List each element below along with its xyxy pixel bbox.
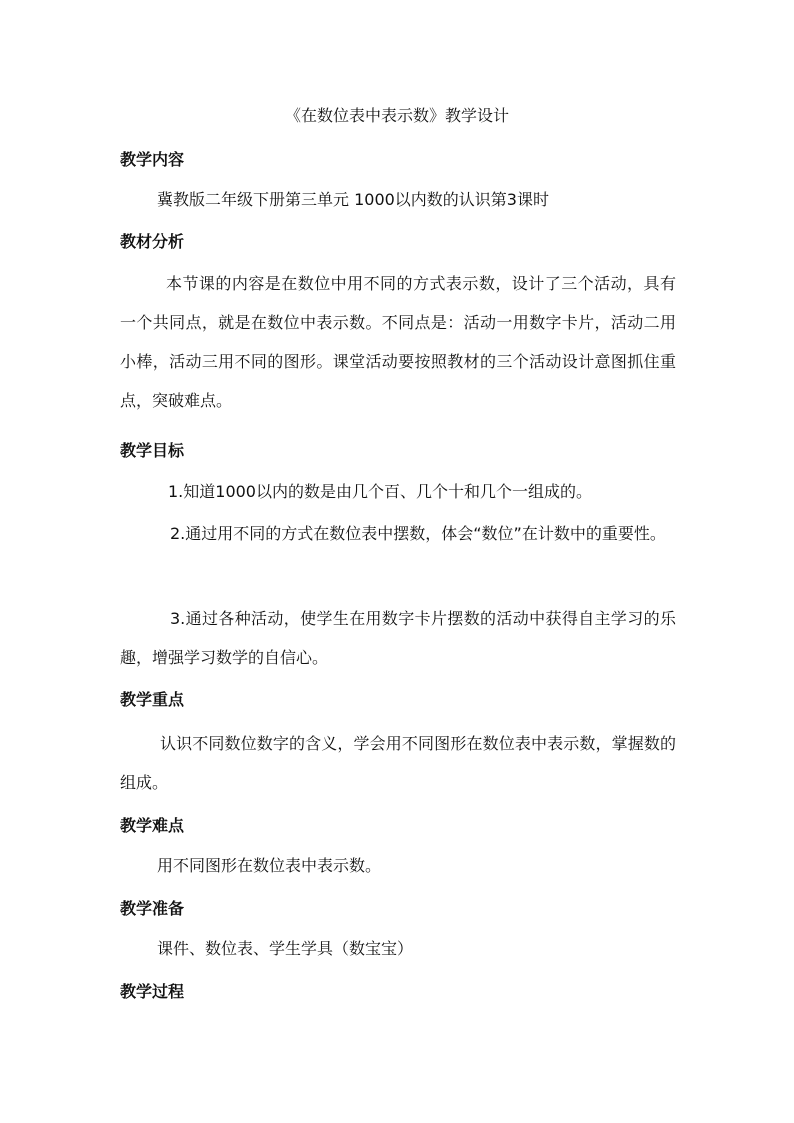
document-title: 《在数位表中表示数》教学设计 (284, 106, 509, 125)
content-paragraph: 冀教版二年级下册第三单元 1000以内数的认识第3课时 (157, 190, 549, 209)
section-heading-preparation: 教学准备 (120, 899, 185, 918)
section-heading-analysis: 教材分析 (120, 232, 185, 251)
goal-item-2: 2.通过用不同的方式在数位表中摆数，体会“数位”在计数中的重要性。 (170, 524, 666, 543)
section-heading-process: 教学过程 (120, 982, 185, 1001)
goal-item-3: 3.通过各种活动，使学生在用数字卡片摆数的活动中获得自主学习的乐趣，增强学习数学的自信心。 (120, 609, 676, 667)
key-points-paragraph: 认识不同数位数字的含义，学会用不同图形在数位表中表示数，掌握数的组成。 (120, 734, 676, 792)
difficulties-paragraph: 用不同图形在数位表中表示数。 (157, 856, 382, 875)
goal-item-1: 1.知道1000以内的数是由几个百、几个十和几个一组成的。 (168, 482, 592, 501)
section-heading-key-points: 教学重点 (120, 690, 185, 709)
section-heading-goals: 教学目标 (120, 441, 185, 460)
section-heading-content: 教学内容 (120, 150, 185, 169)
analysis-paragraph: 本节课的内容是在数位中用不同的方式表示数，设计了三个活动，具有一个共同点，就是在数位中表示数。不同点是：活动一用数字卡片，活动二用小棒，活动三用不同的图形。课堂活动要按照教材的三个活动设计意图抓住重点，突破难点。 (120, 274, 676, 410)
preparation-paragraph: 课件、数位表、学生学具（数宝宝） (157, 939, 414, 958)
section-heading-difficulties: 教学难点 (120, 816, 185, 835)
